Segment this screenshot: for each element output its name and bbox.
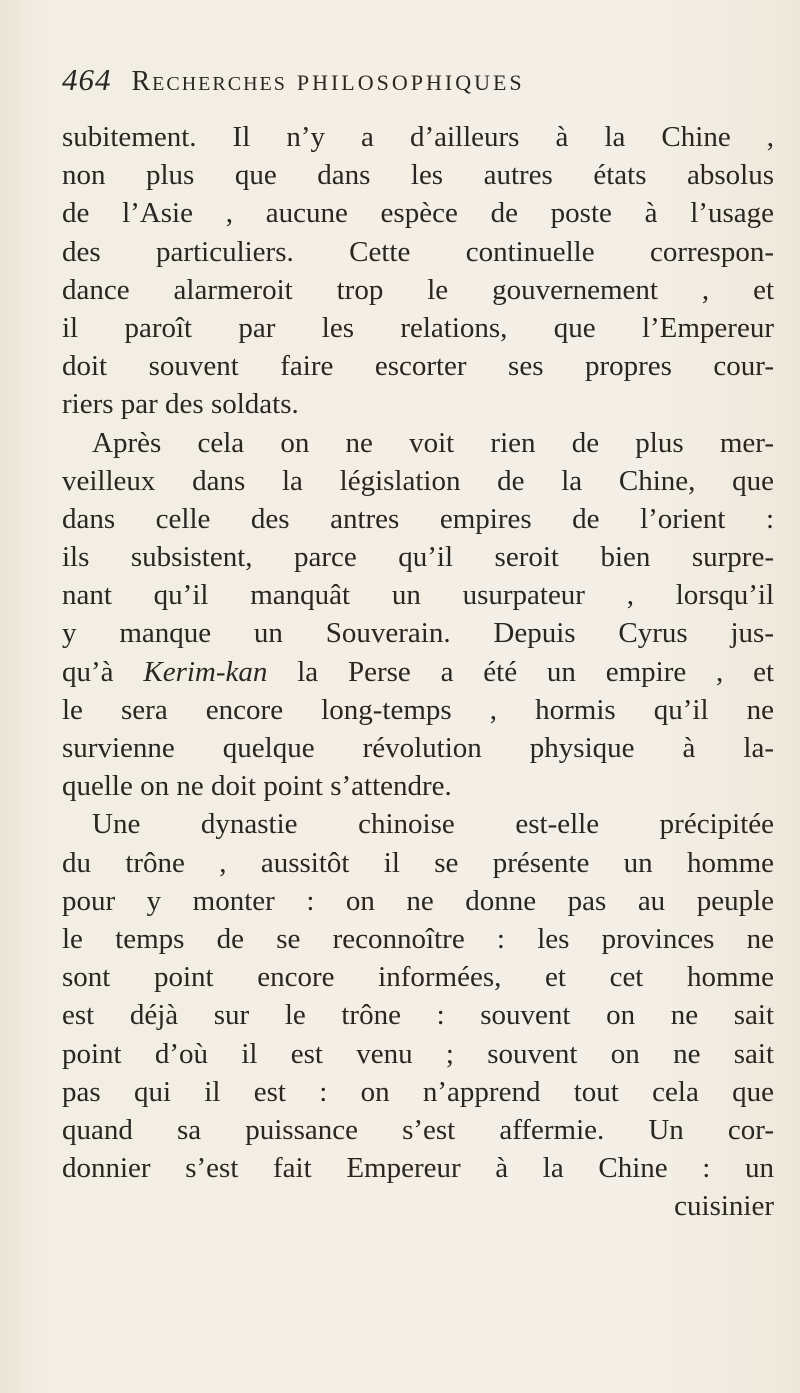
text-line: de l’Asie , aucune espèce de poste à l’usage — [62, 197, 774, 230]
text-line: point d’où il est venu ; souvent on ne sait — [62, 1037, 774, 1070]
text-line: le temps de se reconnoître : les provinces ne — [62, 922, 774, 955]
text-line: riers par des soldats. — [62, 388, 299, 421]
italic-name: Kerim-kan — [143, 655, 268, 688]
text-line: nant qu’il manquât un usurpateur , lorsqu’il — [62, 579, 774, 612]
text-line: quand sa puissance s’est affermie. Un cor- — [62, 1113, 774, 1146]
text-line: est déjà sur le trône : souvent on ne sait — [62, 999, 774, 1032]
running-head — [62, 62, 525, 102]
body-text — [62, 118, 774, 1225]
text-line: dans celle des antres empires de l’orient : — [62, 502, 774, 535]
text-line: y manque un Souverain. Depuis Cyrus jus- — [62, 617, 774, 650]
text-line-with-italic — [62, 653, 774, 691]
text-line: survienne quelque révolution physique à la- — [62, 732, 774, 764]
page-number: 464 — [62, 62, 112, 97]
paragraph-start-line: Une dynastie chinoise est-elle précipitée — [92, 808, 774, 841]
text-line: donnier s’est fait Empereur à la Chine : un — [62, 1152, 774, 1185]
text-line: subitement. Il n’y a d’ailleurs à la Chine , — [62, 121, 774, 153]
text-line: ils subsistent, parce qu’il seroit bien surpre- — [62, 541, 774, 574]
text-line: veilleux dans la législation de la Chine, que — [62, 464, 774, 497]
catchword: cuisinier — [674, 1190, 774, 1223]
text-line: non plus que dans les autres états absolus — [62, 159, 774, 192]
text-line: il paroît par les relations, que l’Empereur — [62, 311, 774, 344]
text-line: pas qui il est : on n’apprend tout cela que — [62, 1075, 774, 1108]
text-line: pour y monter : on ne donne pas au peuple — [62, 884, 774, 917]
running-title-word-2: PHILOSOPHIQUES — [296, 70, 525, 95]
running-title-word-1: Recherches — [131, 66, 287, 97]
text-line: dance alarmeroit trop le gouvernement , et — [62, 273, 774, 306]
text-fragment: qu’à — [62, 655, 114, 688]
text-line: sont point encore informées, et cet homme — [62, 961, 774, 994]
text-line: quelle on ne doit point s’attendre. — [62, 770, 452, 803]
text-line: du trône , aussitôt il se présente un homme — [62, 846, 774, 879]
running-title — [132, 66, 525, 98]
text-line: des particuliers. Cette continuelle correspon- — [62, 235, 774, 268]
paragraph-start-line: Après cela on ne voit rien de plus mer- — [92, 426, 774, 459]
text-fragment: la Perse a été un empire , et — [297, 655, 774, 688]
text-line: le sera encore long-temps , hormis qu’il ne — [62, 693, 774, 726]
text-line: doit souvent faire escorter ses propres cour- — [62, 350, 774, 383]
